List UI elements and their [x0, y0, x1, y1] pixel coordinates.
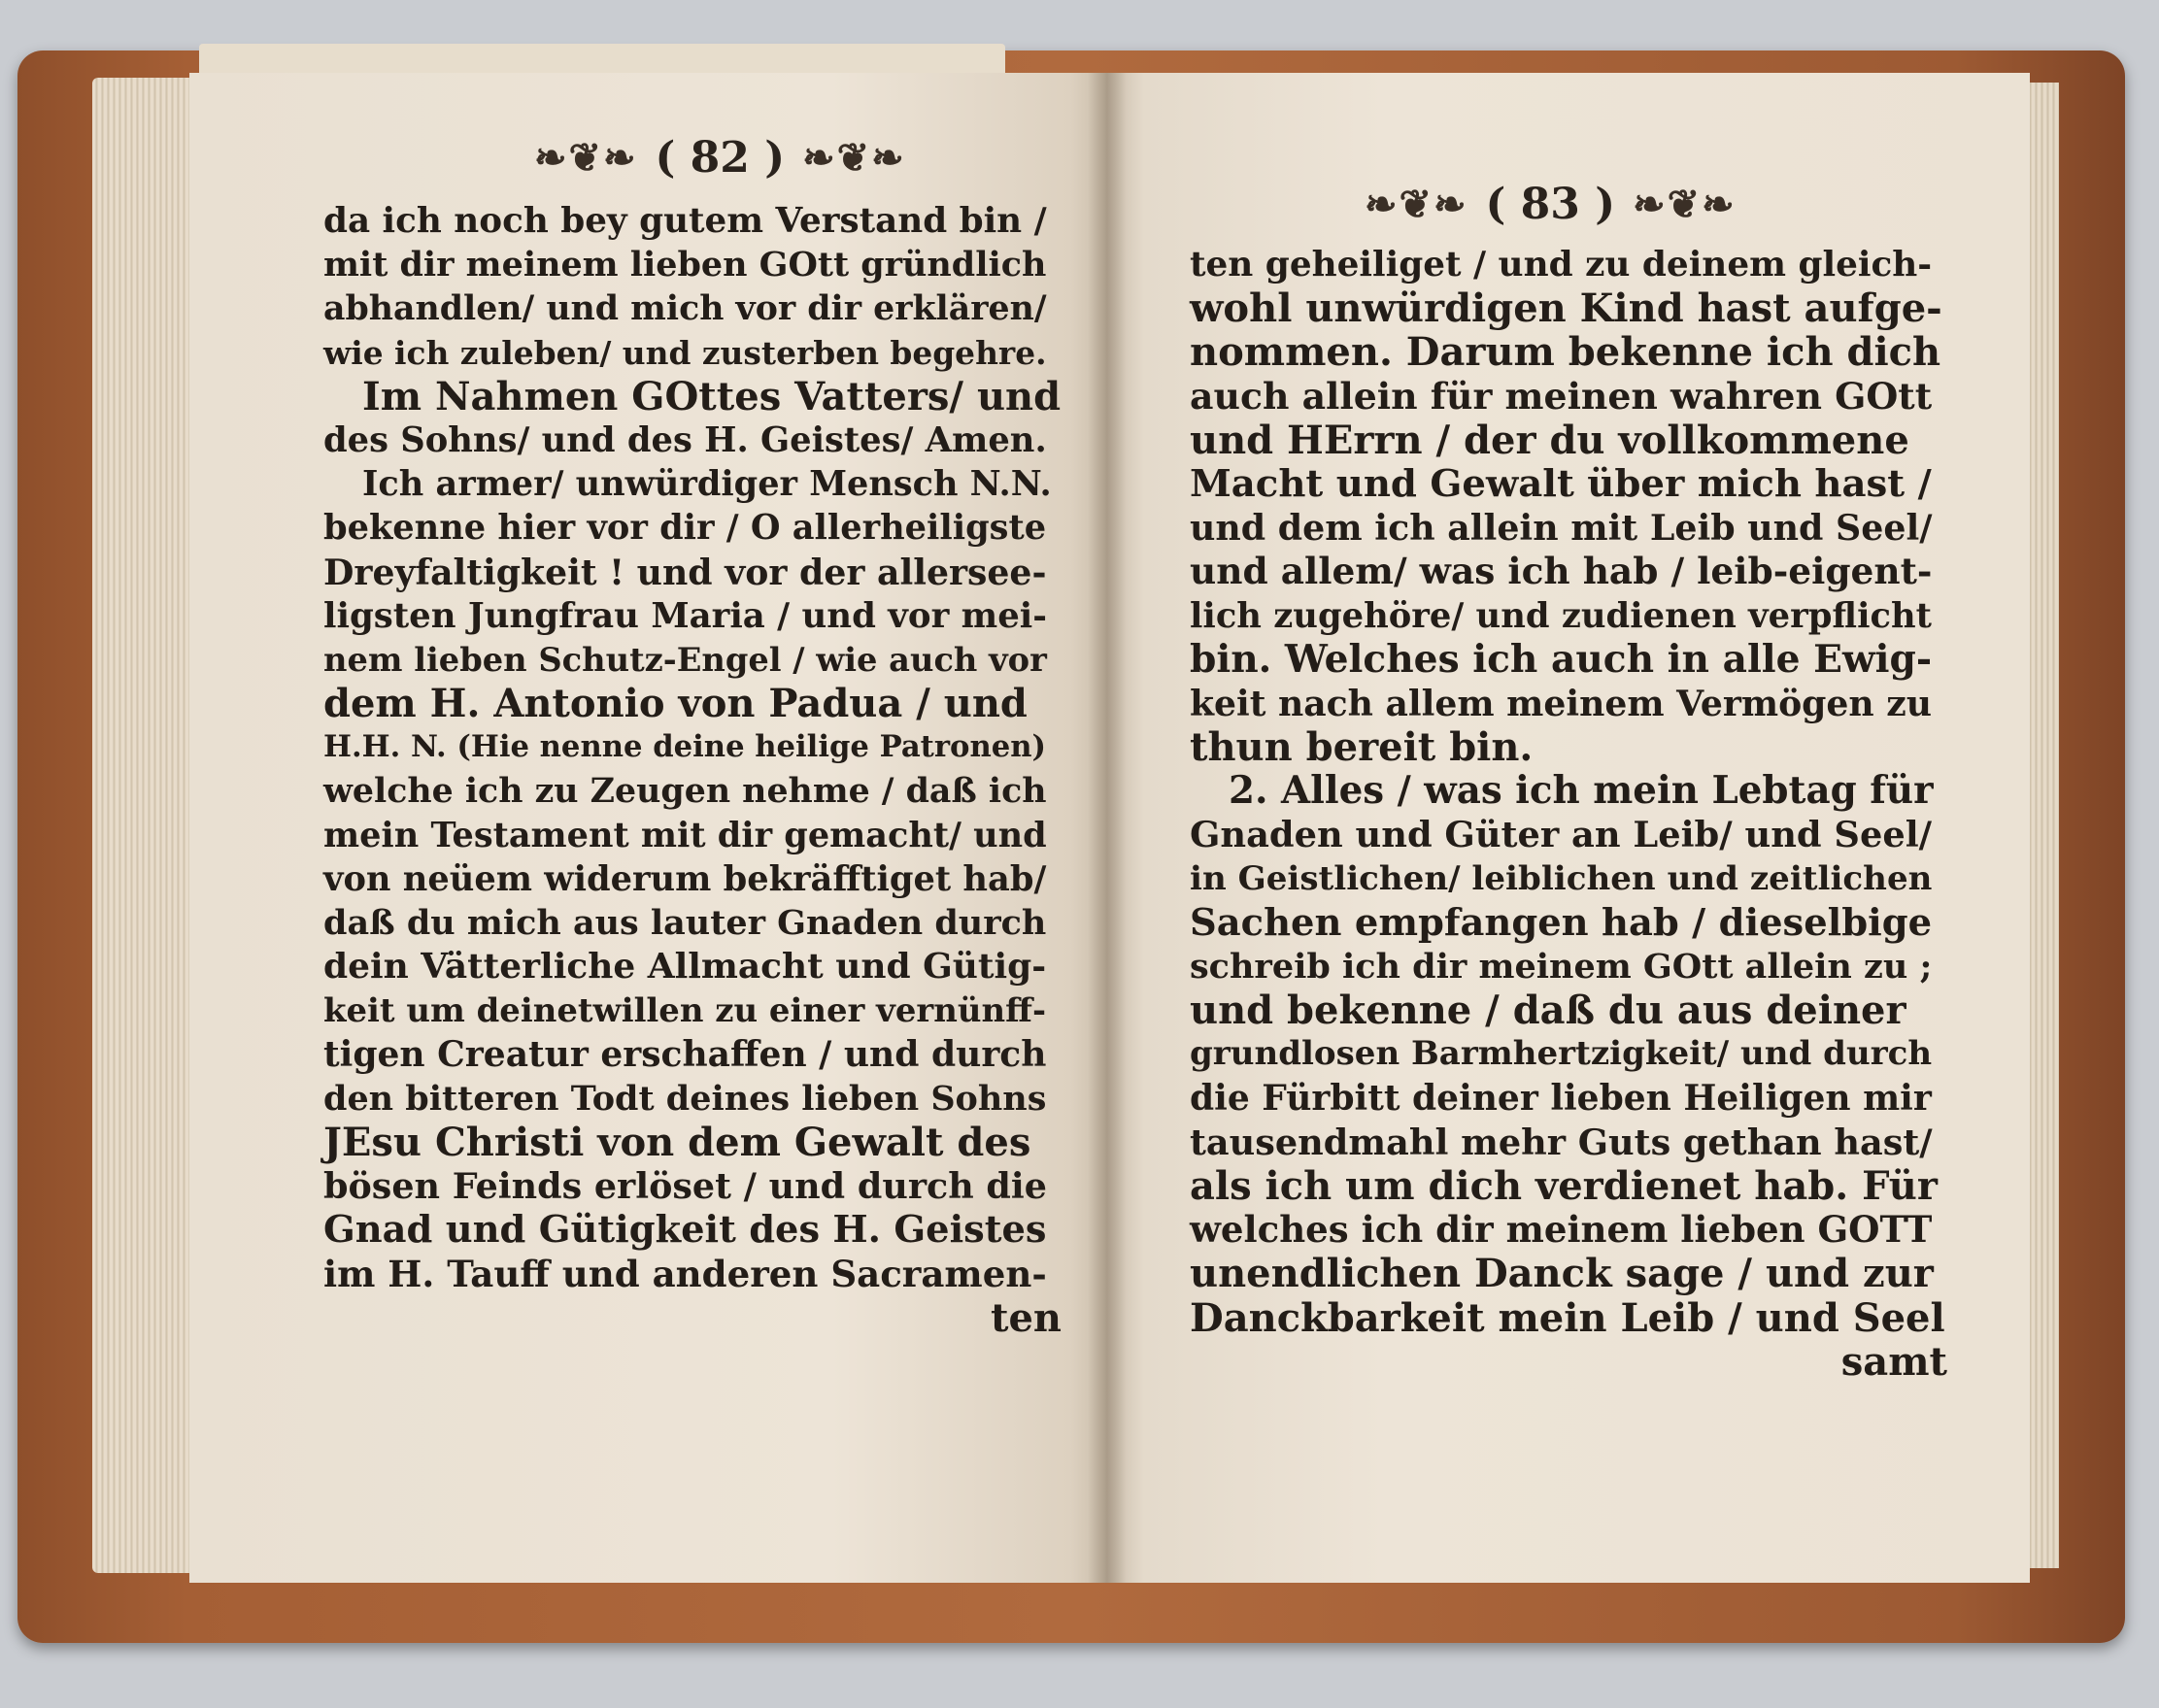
text-line: die Fürbitt deiner lieben Heiligen mir: [1190, 1077, 1932, 1119]
text-line: des Sohns/ und des H. Geistes/ Amen.: [323, 419, 1047, 460]
text-line: Dreyfaltigkeit ! und vor der allersee-: [323, 551, 1047, 593]
text-line: bösen Feinds erlöset / und durch die: [323, 1165, 1047, 1208]
text-line: Danckbarkeit mein Leib / und Seel: [1190, 1294, 1945, 1341]
text-line: 2. Alles / was ich mein Lebtag für: [1229, 769, 1934, 814]
text-line: ligsten Jungfrau Maria / und vor mei-: [323, 595, 1048, 636]
text-line: tigen Creatur erschaffen / und durch: [323, 1033, 1047, 1075]
text-line: daß du mich aus lauter Gnaden durch: [323, 903, 1047, 943]
text-line: im H. Tauff und anderen Sacramen-: [323, 1252, 1047, 1295]
text-line: tausendmahl mehr Guts gethan hast/: [1190, 1121, 1933, 1163]
text-line: auch allein für meinen wahren GOtt: [1190, 374, 1933, 418]
ornament-right: ❧❦❧: [1633, 182, 1737, 227]
left-page-header: [534, 133, 906, 183]
left-page-text: [323, 199, 1062, 1340]
text-line: dem H. Antonio von Padua / und: [323, 681, 1028, 727]
catchword: ten: [990, 1294, 1062, 1341]
text-line: wohl unwürdigen Kind hast aufge-: [1190, 285, 1942, 332]
page-number: ( 83 ): [1485, 180, 1616, 229]
left-page: [189, 73, 1107, 1583]
text-line: als ich um dich verdienet hab. Für: [1190, 1162, 1938, 1209]
text-line: da ich noch bey gutem Verstand bin /: [323, 200, 1047, 241]
text-line: Sachen empfangen hab / dieselbige: [1190, 900, 1933, 945]
catchword: samt: [1840, 1338, 1947, 1385]
text-line: thun bereit bin.: [1190, 724, 1534, 771]
ornament-left: ❧❦❧: [1365, 182, 1468, 227]
text-line: Ich armer/ unwürdiger Mensch N.N.: [362, 464, 1052, 505]
text-line: ten geheiliget / und zu deinem gleich-: [1190, 244, 1933, 285]
text-line: Gnaden und Güter an Leib/ und Seel/: [1190, 813, 1933, 856]
page-number: ( 82 ): [655, 133, 786, 183]
page-block-edge-left: [92, 78, 199, 1573]
text-line: dein Vätterliche Allmacht und Gütig-: [323, 946, 1047, 988]
text-line: und bekenne / daß du aus deiner: [1190, 988, 1906, 1034]
text-line: unendlichen Danck sage / und zur: [1190, 1251, 1934, 1297]
text-line: welche ich zu Zeugen nehme / daß ich: [323, 771, 1047, 812]
text-line: welches ich dir meinem lieben GOTT: [1190, 1208, 1933, 1252]
text-line: schreib ich dir meinem GOtt allein zu ;: [1190, 947, 1933, 987]
text-line: abhandlen/ und mich vor dir erklären/: [323, 288, 1047, 329]
text-line: lich zugehöre/ und zudienen verpflicht: [1190, 595, 1932, 636]
text-line: H.H. N. (Hie nenne deine heilige Patronen): [323, 729, 1047, 765]
text-line: keit nach allem meinem Vermögen zu: [1190, 682, 1933, 724]
text-line: mein Testament mit dir gemacht/ und: [323, 815, 1047, 855]
text-line: von neüem widerum bekräfftiget hab/: [323, 858, 1047, 899]
right-page-header: [1365, 180, 1737, 229]
right-page-text: [1190, 243, 1947, 1384]
text-line: in Geistlichen/ leiblichen und zeitlichen: [1190, 858, 1933, 898]
text-line: JEsu Christi von dem Gewalt des: [323, 1119, 1031, 1165]
text-line: wie ich zuleben/ und zusterben begehre.: [323, 333, 1047, 372]
text-line: mit dir meinem lieben GOtt gründlich: [323, 245, 1047, 285]
text-line: Gnad und Gütigkeit des H. Geistes: [323, 1208, 1047, 1253]
text-line: grundlosen Barmhertzigkeit/ und durch: [1190, 1034, 1933, 1074]
book-gutter: [1088, 73, 1127, 1583]
text-line: bekenne hier vor dir / O allerheiligste: [323, 508, 1047, 549]
text-line: und allem/ was ich hab / leib-eigent-: [1190, 550, 1933, 593]
text-line: Im Nahmen GOttes Vatters/ und: [362, 373, 1062, 419]
text-line: und dem ich allein mit Leib und Seel/: [1190, 507, 1933, 550]
ornament-left: ❧❦❧: [534, 135, 638, 181]
text-line: nem lieben Schutz-Engel / wie auch vor: [323, 639, 1047, 679]
text-line: bin. Welches ich auch in alle Ewig-: [1190, 636, 1933, 682]
text-line: keit um deinetwillen zu einer vernünff-: [323, 990, 1047, 1030]
text-line: und HErrn / der du vollkommene: [1190, 417, 1909, 463]
right-page: [1107, 73, 2030, 1583]
text-line: Macht und Gewalt über mich hast /: [1190, 461, 1932, 506]
text-line: nommen. Darum bekenne ich dich: [1190, 329, 1941, 376]
ornament-right: ❧❦❧: [802, 135, 906, 181]
text-line: den bitteren Todt deines lieben Sohns: [323, 1078, 1047, 1119]
